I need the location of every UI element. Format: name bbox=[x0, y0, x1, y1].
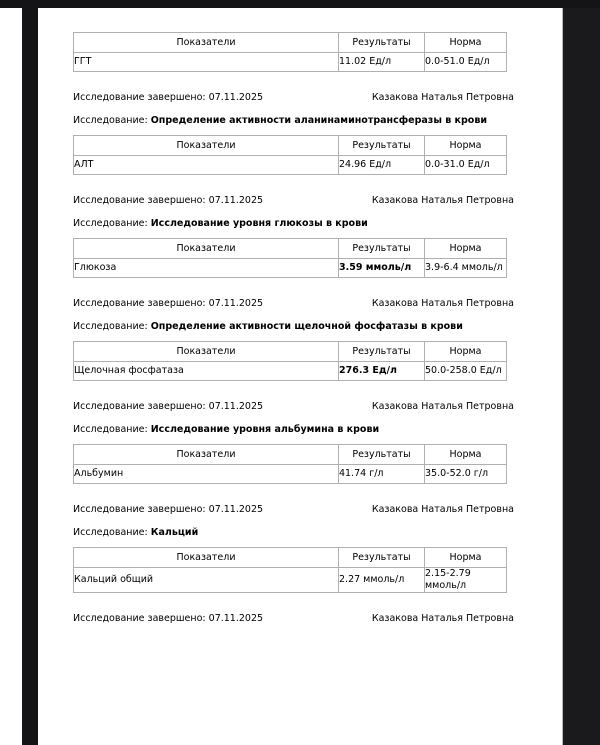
column-header-result: Результаты bbox=[339, 136, 425, 156]
completed-date: Исследование завершено: 07.11.2025 bbox=[73, 195, 264, 206]
table-row bbox=[74, 362, 507, 381]
table-row bbox=[74, 156, 507, 175]
table-row bbox=[74, 568, 507, 593]
document-page bbox=[38, 8, 563, 745]
study-heading bbox=[73, 424, 543, 435]
doctor-name: Казакова Наталья Петровна bbox=[371, 612, 514, 624]
cell-result-value: 276.3 Ед/л bbox=[339, 362, 425, 381]
document-body bbox=[38, 8, 562, 624]
cell-norm-range: 35.0-52.0 г/л bbox=[425, 465, 507, 484]
table-row bbox=[74, 259, 507, 278]
completed-date: Исследование завершено: 07.11.2025 bbox=[73, 92, 264, 103]
study-heading-label: Исследование: bbox=[73, 424, 148, 435]
cell-indicator-name: Кальций общий bbox=[74, 568, 339, 593]
cell-norm-range: 3.9-6.4 ммоль/л bbox=[425, 259, 507, 278]
study-heading bbox=[73, 218, 543, 229]
column-header-indicator: Показатели bbox=[74, 33, 339, 53]
study-heading bbox=[73, 321, 543, 332]
cell-result-value: 24.96 Ед/л bbox=[339, 156, 425, 175]
table-row bbox=[74, 53, 507, 72]
table-row bbox=[74, 465, 507, 484]
study-heading bbox=[73, 527, 543, 538]
column-header-indicator: Показатели bbox=[74, 342, 339, 362]
table-header-row bbox=[74, 136, 507, 156]
column-header-norm: Норма bbox=[425, 548, 507, 568]
column-header-indicator: Показатели bbox=[74, 136, 339, 156]
study-heading-name: Исследование уровня альбумина в крови bbox=[150, 424, 380, 435]
study-meta-row bbox=[73, 92, 514, 103]
results-table bbox=[73, 341, 507, 381]
cell-norm-range: 50.0-258.0 Ед/л bbox=[425, 362, 507, 381]
results-table bbox=[73, 547, 507, 593]
study-meta-row bbox=[73, 195, 514, 206]
column-header-result: Результаты bbox=[339, 445, 425, 465]
cell-indicator-name: АЛТ bbox=[74, 156, 339, 175]
results-table bbox=[73, 32, 507, 72]
left-light-strip bbox=[0, 8, 22, 745]
cell-indicator-name: Щелочная фосфатаза bbox=[74, 362, 339, 381]
cell-norm-range: 2.15-2.79 ммоль/л bbox=[425, 568, 507, 593]
table-header-row bbox=[74, 445, 507, 465]
study-meta-row bbox=[73, 613, 514, 624]
column-header-norm: Норма bbox=[425, 239, 507, 259]
study-heading-name: Определение активности щелочной фосфатазы в крови bbox=[150, 321, 463, 332]
cell-indicator-name: Глюкоза bbox=[74, 259, 339, 278]
cell-result-value: 11.02 Ед/л bbox=[339, 53, 425, 72]
cell-result-value: 2.27 ммоль/л bbox=[339, 568, 425, 593]
column-header-result: Результаты bbox=[339, 33, 425, 53]
cell-norm-range: 0.0-31.0 Ед/л bbox=[425, 156, 507, 175]
column-header-norm: Норма bbox=[425, 33, 507, 53]
study-meta-row bbox=[73, 298, 514, 309]
study-heading bbox=[73, 115, 543, 126]
study-section bbox=[73, 32, 543, 126]
column-header-indicator: Показатели bbox=[74, 239, 339, 259]
cell-norm-range: 0.0-51.0 Ед/л bbox=[425, 53, 507, 72]
left-dark-gutter bbox=[22, 8, 38, 745]
study-heading-label: Исследование: bbox=[73, 115, 148, 126]
doctor-name: Казакова Наталья Петровна bbox=[371, 92, 514, 103]
study-heading-label: Исследование: bbox=[73, 321, 148, 332]
results-table bbox=[73, 238, 507, 278]
table-header-row bbox=[74, 239, 507, 259]
doctor-name: Казакова Наталья Петровна bbox=[371, 195, 514, 206]
completed-date: Исследование завершено: 07.11.2025 bbox=[73, 612, 264, 624]
study-section bbox=[73, 135, 543, 229]
column-header-result: Результаты bbox=[339, 548, 425, 568]
study-section bbox=[73, 547, 543, 624]
column-header-norm: Норма bbox=[425, 342, 507, 362]
study-heading-name: Кальций bbox=[150, 527, 199, 538]
study-heading-name: Исследование уровня глюкозы в крови bbox=[150, 218, 368, 229]
study-section bbox=[73, 238, 543, 332]
column-header-indicator: Показатели bbox=[74, 548, 339, 568]
doctor-name: Казакова Наталья Петровна bbox=[371, 401, 514, 412]
results-table bbox=[73, 444, 507, 484]
results-table bbox=[73, 135, 507, 175]
doctor-name: Казакова Наталья Петровна bbox=[371, 504, 514, 515]
completed-date: Исследование завершено: 07.11.2025 bbox=[73, 504, 264, 515]
column-header-result: Результаты bbox=[339, 342, 425, 362]
cell-result-value: 41.74 г/л bbox=[339, 465, 425, 484]
study-meta-row bbox=[73, 401, 514, 412]
doctor-name: Казакова Наталья Петровна bbox=[371, 298, 514, 309]
completed-date: Исследование завершено: 07.11.2025 bbox=[73, 298, 264, 309]
completed-date: Исследование завершено: 07.11.2025 bbox=[73, 401, 264, 412]
column-header-result: Результаты bbox=[339, 239, 425, 259]
cell-indicator-name: ГГТ bbox=[74, 53, 339, 72]
cell-result-value: 3.59 ммоль/л bbox=[339, 259, 425, 278]
table-header-row bbox=[74, 33, 507, 53]
study-heading-label: Исследование: bbox=[73, 527, 148, 538]
study-heading-name: Определение активности аланинаминотрансферазы в крови bbox=[150, 115, 487, 126]
study-heading-label: Исследование: bbox=[73, 218, 148, 229]
table-header-row bbox=[74, 342, 507, 362]
study-meta-row bbox=[73, 504, 514, 515]
column-header-indicator: Показатели bbox=[74, 445, 339, 465]
study-section bbox=[73, 444, 543, 538]
study-section bbox=[73, 341, 543, 435]
column-header-norm: Норма bbox=[425, 136, 507, 156]
cell-indicator-name: Альбумин bbox=[74, 465, 339, 484]
column-header-norm: Норма bbox=[425, 445, 507, 465]
table-header-row bbox=[74, 548, 507, 568]
top-dark-bar bbox=[0, 0, 600, 8]
